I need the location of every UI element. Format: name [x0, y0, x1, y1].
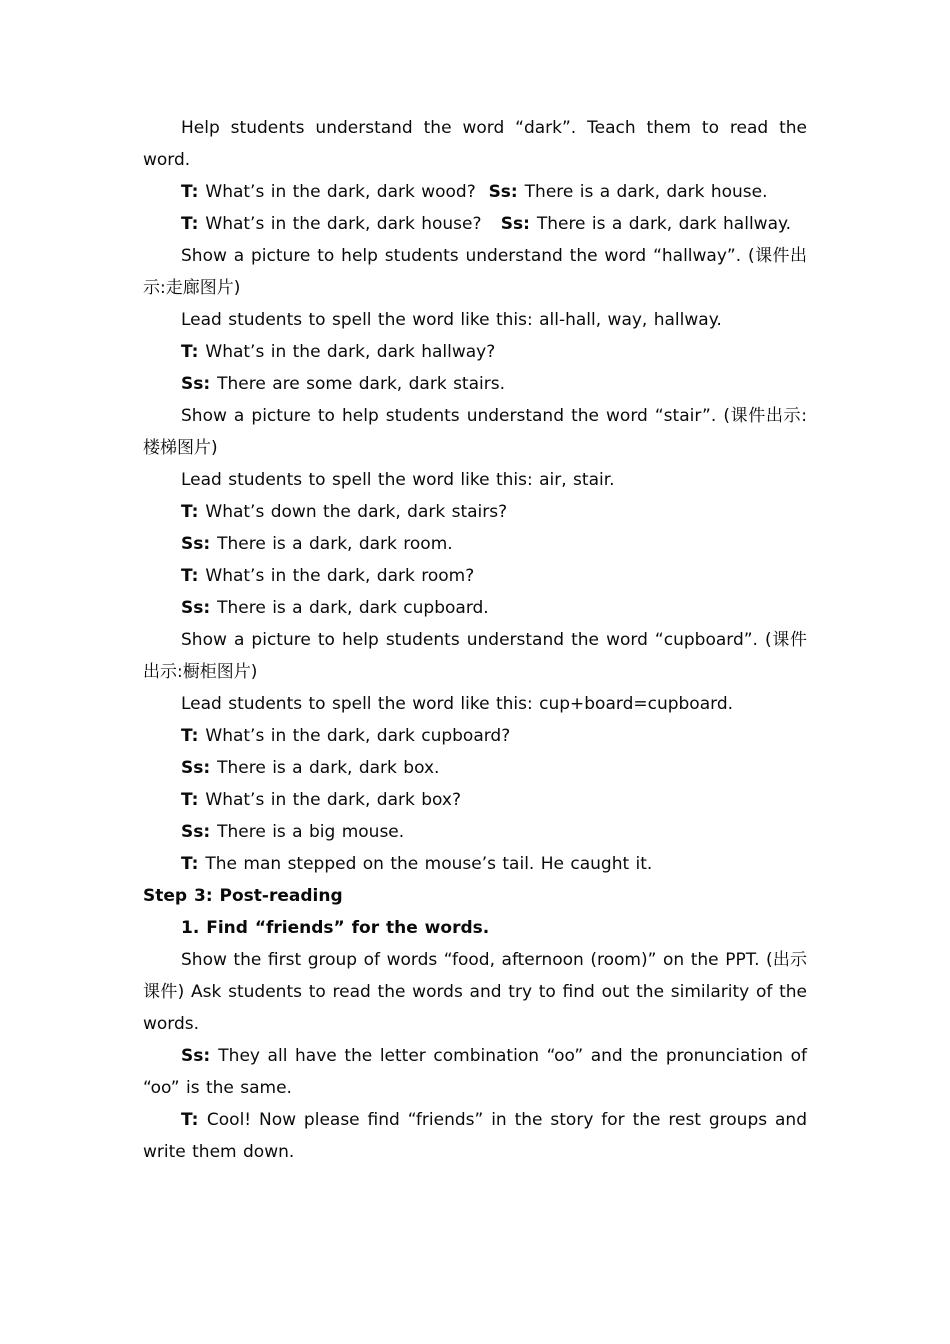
text-run: What’s in the dark, dark house? [205, 214, 501, 234]
text-run: Show a picture to help students understand the word “cupboard”. (课件出示:橱柜图片) [143, 630, 807, 682]
paragraph [143, 368, 807, 400]
bold-text-run: Ss: [181, 758, 218, 778]
paragraph [143, 336, 807, 368]
bold-text-run: T: [181, 214, 206, 234]
bold-text-run: Ss: [181, 598, 218, 618]
text-run: What’s in the dark, dark cupboard? [205, 726, 511, 746]
bold-text-run: T: [181, 182, 206, 202]
text-run: What’s in the dark, dark room? [205, 566, 475, 586]
paragraph [143, 624, 807, 688]
text-run: There is a big mouse. [217, 822, 405, 842]
bold-text-run: 1. Find “friends” for the words. [181, 918, 490, 938]
bold-text-run: T: [181, 726, 206, 746]
paragraph [143, 400, 807, 464]
paragraph [143, 240, 807, 304]
text-run: There are some dark, dark stairs. [217, 374, 505, 394]
bold-text-run: Step 3: Post-reading [143, 886, 343, 906]
paragraph [143, 112, 814, 176]
bold-text-run: Ss: [181, 534, 218, 554]
paragraph [143, 720, 807, 752]
paragraph [143, 560, 807, 592]
text-run: What’s down the dark, dark stairs? [205, 502, 508, 522]
text-run: Help students understand the word “dark”. Teach them to read the word. [143, 118, 814, 170]
bold-text-run: T: [181, 1110, 207, 1130]
bold-text-run: Ss: [181, 1046, 219, 1066]
bold-text-run: T: [181, 854, 206, 874]
bold-text-run: Ss: [500, 214, 537, 234]
text-run: Show a picture to help students understand the word “stair”. (课件出示:楼梯图片) [143, 406, 807, 458]
bold-text-run: T: [181, 342, 206, 362]
text-run: Show a picture to help students understand the word “hallway”. (课件出示:走廊图片) [143, 246, 807, 298]
text-run: Lead students to spell the word like this: all-hall, way, hallway. [181, 310, 722, 330]
text-run: What’s in the dark, dark hallway? [205, 342, 496, 362]
paragraph [143, 1104, 814, 1168]
paragraph [143, 880, 807, 912]
bold-text-run: T: [181, 502, 206, 522]
text-run: There is a dark, dark room. [217, 534, 453, 554]
text-run: They all have the letter combination “oo” and the pronunciation of “oo” is the same. [143, 1046, 814, 1098]
paragraph [143, 912, 807, 944]
text-run: There is a dark, dark hallway. [536, 214, 792, 234]
paragraph [143, 944, 814, 1040]
paragraph [143, 784, 807, 816]
paragraph [143, 688, 807, 720]
bold-text-run: Ss: [181, 374, 218, 394]
paragraph [143, 528, 807, 560]
text-run: Show the first group of words “food, afternoon (room)” on the PPT. (出示课件) Ask students to read the words and try to find out the similarity of the words. [143, 950, 814, 1034]
text-run: What’s in the dark, dark box? [205, 790, 461, 810]
paragraph [143, 176, 807, 208]
paragraph [143, 752, 807, 784]
text-run: The man stepped on the mouse’s tail. He caught it. [205, 854, 653, 874]
document-body [143, 112, 814, 1168]
text-run: There is a dark, dark house. [524, 182, 768, 202]
bold-text-run: T: [181, 566, 206, 586]
text-run: There is a dark, dark cupboard. [217, 598, 489, 618]
paragraph [143, 848, 807, 880]
text-run: There is a dark, dark box. [217, 758, 440, 778]
bold-text-run: Ss: [488, 182, 525, 202]
bold-text-run: T: [181, 790, 206, 810]
paragraph [143, 304, 807, 336]
paragraph [143, 208, 807, 240]
text-run: What’s in the dark, dark wood? [205, 182, 489, 202]
text-run: Lead students to spell the word like this: air, stair. [181, 470, 615, 490]
paragraph [143, 592, 807, 624]
text-run: Lead students to spell the word like this: cup+board=cupboard. [181, 694, 734, 714]
paragraph [143, 1040, 814, 1104]
text-run: Cool! Now please find “friends” in the story for the rest groups and write them down. [143, 1110, 814, 1162]
bold-text-run: Ss: [181, 822, 218, 842]
paragraph [143, 464, 807, 496]
paragraph [143, 496, 807, 528]
paragraph [143, 816, 807, 848]
